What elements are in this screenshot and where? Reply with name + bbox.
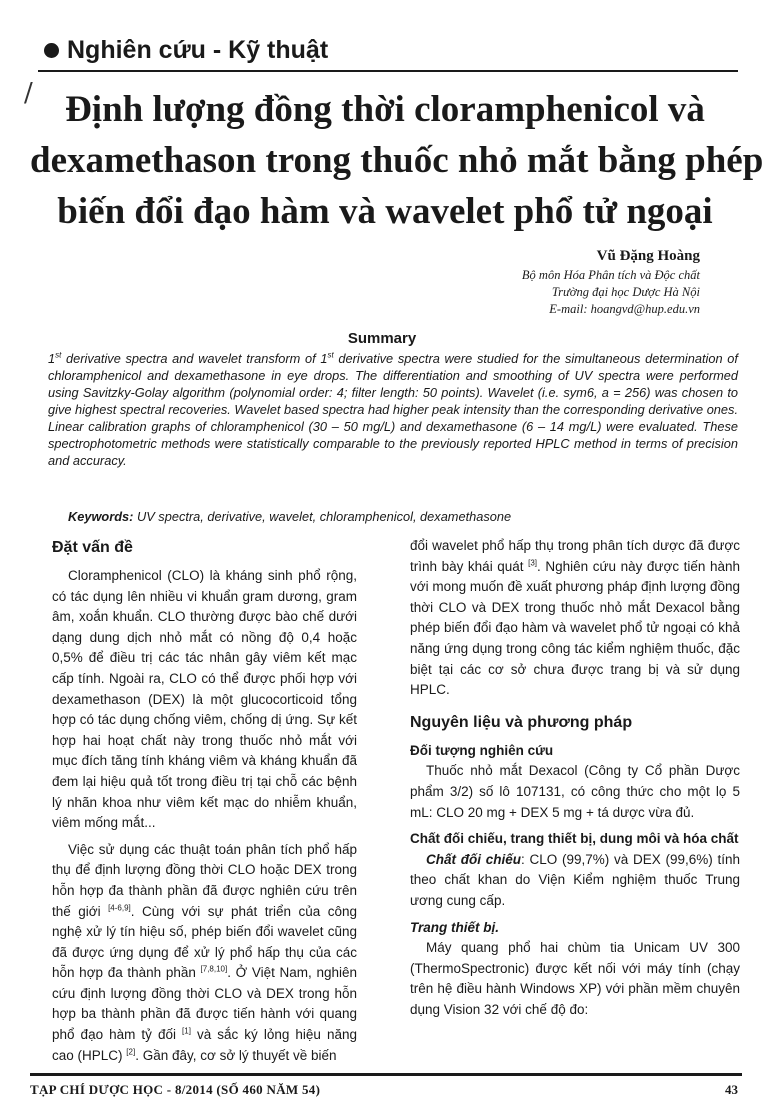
superscript: st [327, 350, 334, 360]
citation-ref: [7,8,10] [200, 964, 228, 974]
text-fragment: đổi wavelet phổ hấp thụ trong phân tích dược đã được trình bày khái quát [410, 538, 740, 574]
handwritten-margin-mark: / [24, 78, 33, 108]
text-fragment: : CLO (99,7%) và DEX (99,6%) tính theo chất khan do Viện Kiểm nghiệm thuốc Trung ương cung cấp. [410, 851, 740, 908]
keywords-label: Keywords: [68, 509, 134, 524]
affiliation-line: Bộ môn Hóa Phân tích và Độc chất [521, 268, 700, 282]
author-block [522, 245, 700, 318]
citation-ref: [3] [528, 558, 538, 568]
text-fragment: . Gần đây, cơ sở lý thuyết về biến [135, 1047, 337, 1063]
subheading: Trang thiết bị. [410, 919, 500, 935]
text-fragment: . Cùng với sự phát triển của công nghệ xử lý tín hiệu số, phép biến đổi wavelet cũng đã được ứng dụng để xử lý phổ hấp thụ của các hỗn hợp đa thành phần [52, 903, 357, 981]
section-label: Nghiên cứu - Kỹ thuật [67, 36, 329, 64]
paragraph: Máy quang phổ hai chùm tia Unicam UV 300 (ThermoSpectronic) được kết nối với máy tính (chạy trên hệ điều hành Windows XP) với phần mềm chuyên dụng Vision 32 với chế độ đo: [410, 940, 740, 1017]
article-title [30, 84, 764, 237]
section-header [38, 30, 738, 72]
page-number: 43 [725, 1082, 738, 1097]
paragraph [410, 850, 740, 912]
text-fragment: và sắc ký lỏng hiệu năng cao (HPLC) [52, 1027, 357, 1063]
section-heading-intro: Đặt vấn đề [52, 539, 133, 556]
paragraph: Thuốc nhỏ mắt Dexacol (Công ty Cổ phần Dược phẩm 3/2) số lô 107131, có công thức cho một lọ 5 mL: CLO 20 mg + DEX 5 mg + tá dược vừa đủ. [410, 763, 740, 820]
title-line: Định lượng đồng thời cloramphenicol và [65, 89, 705, 130]
citation-ref: [2] [126, 1047, 136, 1057]
bullet-icon [44, 43, 59, 58]
footer-journal-name: TẠP CHÍ DƯỢC HỌC - 8/2014 (SỐ 460 NĂM 54) [30, 1082, 321, 1097]
summary-fragment: derivative spectra were studied for the simultaneous determination of chloramphenicol and dexamethasone in eye drops. The differentiation and smoothing of UV spectra were performed using Savitzky-Golay algorithm (polynomial order: 4; filter length: 50 points). Wavelet (i.e. sym6, a = 256) was chosen to give highest spectral recoveries. Wavelet based spectra had higher peak intensity than the corresponding derivative ones. Linear calibration graphs of chloramphenicol (30 – 50 mg/L) and dexamethasone (6 – 14 mg/L) were evaluated. These spectrophotometric methods were statistically comparable to the previously reported HPLC method in terms of precision and accuracy. [48, 351, 738, 468]
summary-heading: Summary [347, 330, 417, 347]
citation-ref: [4-6,9] [108, 903, 131, 912]
summary-fragment: derivative spectra and wavelet transform of 1 [61, 351, 328, 366]
paragraph: Cloramphenicol (CLO) là kháng sinh phổ rộng, có tác dụng lên nhiều vi khuẩn gram dương, gram âm, xoắn khuẩn. CLO thường được bào chế dưới dạng dung dịch nhỏ mắt có nồng độ 0,4 hoặc 0,5% để điều trị các tác nhân gây viêm kết mạc cấp tính. Ngoài ra, CLO có thể được phối hợp với dexamethason (DEX) là một glucocorticoid tổng hợp có tác dụng chống viêm, chống dị ứng. Sự kết hợp hai hoạt chất này trong thuốc nhỏ mắt với mục đích tăng tính kháng viêm và kháng khuẩn đã đem lại hiệu quả tốt trong điều trị tại chỗ các bệnh lý nhãn khoa như viêm kết mạc do nhiễm khuẩn, viêm mống mắt... [52, 568, 357, 831]
superscript: st [55, 350, 62, 360]
citation-ref: [1] [182, 1026, 191, 1036]
subheading: Chất đối chiếu, trang thiết bị, dung môi và hóa chất [410, 831, 739, 847]
text-fragment: . Ở Việt Nam, nghiên cứu định lượng đồng thời CLO và DEX trong hỗn hợp ba thành phần đã được tiến hành với quang phổ đạo hàm tỷ đối [52, 965, 357, 1043]
keywords-text: UV spectra, derivative, wavelet, chloramphenicol, dexamethasone [133, 509, 512, 524]
inline-label: Chất đối chiếu [426, 851, 521, 867]
paragraph [410, 536, 740, 701]
subheading: Đối tượng nghiên cứu [410, 742, 554, 758]
section-heading-methods: Nguyên liệu và phương pháp [410, 713, 633, 731]
footer-divider [30, 1073, 742, 1076]
text-fragment: . Nghiên cứu này được tiến hành với mong muốn đề xuất phương pháp định lượng đồng thời CLO và DEX trong thuốc nhỏ mắt Dexacol bằng phép biến đổi đạo hàm và wavelet phổ tử ngoại có khả năng ứng dụng trong công tác kiểm nghiệm thuốc, đặc biệt tại các cơ sở chưa được trang bị và sử dụng HPLC. [410, 558, 741, 698]
text-fragment: Việc sử dụng các thuật toán phân tích phổ hấp thụ để định lượng đồng thời CLO hoặc DEX trong hỗn hợp đa thành phần đã được nghiên cứu trên thế giới [52, 841, 357, 919]
right-column [410, 536, 740, 1026]
affiliation-line: Trường đại học Dược Hà Nội [551, 285, 700, 299]
author-name: Vũ Đặng Hoàng [596, 248, 700, 264]
title-line: biến đổi đạo hàm và wavelet phổ tử ngoại [57, 191, 713, 232]
title-line: dexamethason trong thuốc nhỏ mắt bằng phép [30, 140, 764, 181]
left-column [52, 534, 357, 1072]
author-email: E-mail: hoangvd@hup.edu.vn [549, 302, 700, 316]
summary-fragment: 1 [48, 351, 56, 366]
summary-text [48, 350, 738, 469]
paragraph [52, 840, 357, 1067]
keywords [68, 508, 748, 525]
